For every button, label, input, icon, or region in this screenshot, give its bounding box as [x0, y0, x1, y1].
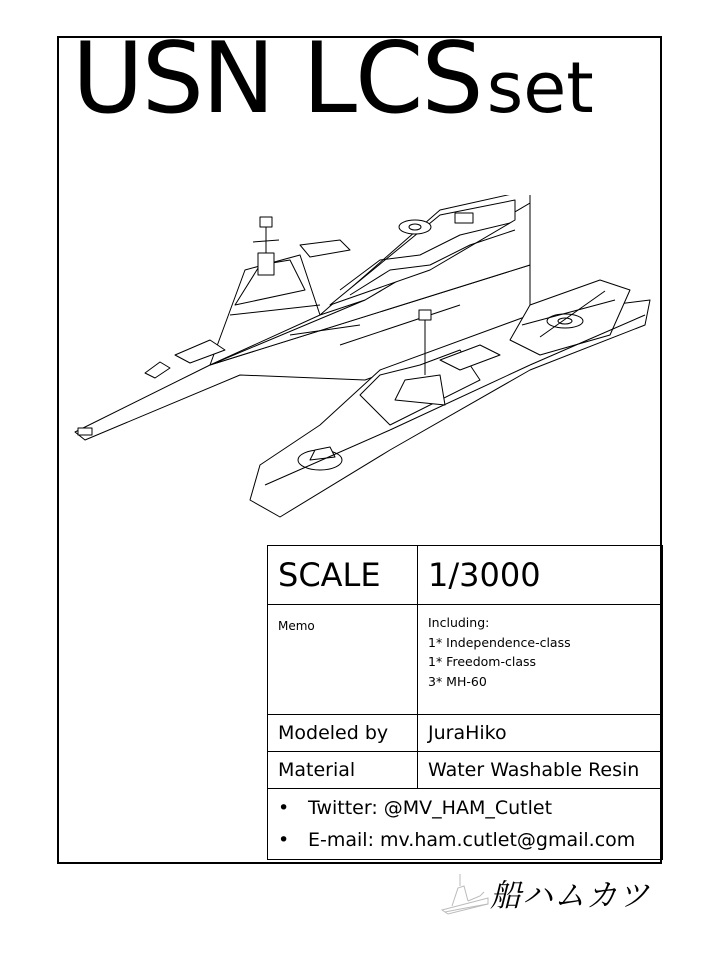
title-suffix: set	[486, 47, 594, 129]
memo-line: 1* Independence-class	[428, 634, 571, 650]
scale-row	[268, 546, 663, 605]
email-address: E-mail: mv.ham.cutlet@gmail.com	[308, 829, 636, 851]
memo-row	[268, 605, 663, 715]
twitter-handle: Twitter: @MV_HAM_Cutlet	[308, 797, 553, 819]
spec-table	[267, 545, 663, 860]
contact-email[interactable]	[278, 824, 652, 856]
bullet-icon: •	[278, 829, 290, 851]
scale-value: 1/3000	[418, 546, 663, 605]
ship-illustration	[60, 195, 660, 530]
memo-label: Memo	[278, 619, 315, 633]
page-title	[72, 22, 594, 136]
brand-name: 船ハムカツ	[490, 878, 650, 914]
contact-row	[268, 789, 663, 860]
memo-line: 1* Freedom-class	[428, 654, 537, 669]
memo-line: Including:	[428, 615, 490, 630]
modeled-by-row	[268, 715, 663, 752]
memo-content	[418, 605, 663, 715]
modeled-by-value: JuraHiko	[418, 715, 663, 752]
scale-label: SCALE	[268, 546, 418, 605]
title-main: USN LCS	[72, 22, 482, 136]
modeled-by-label: Modeled by	[268, 715, 418, 752]
memo-line: 3* MH-60	[428, 673, 487, 689]
bullet-icon: •	[278, 797, 290, 819]
contact-twitter[interactable]	[278, 792, 652, 824]
material-label: Material	[268, 752, 418, 789]
material-value: Water Washable Resin	[418, 752, 663, 789]
contact-list	[278, 792, 652, 856]
material-row	[268, 752, 663, 789]
